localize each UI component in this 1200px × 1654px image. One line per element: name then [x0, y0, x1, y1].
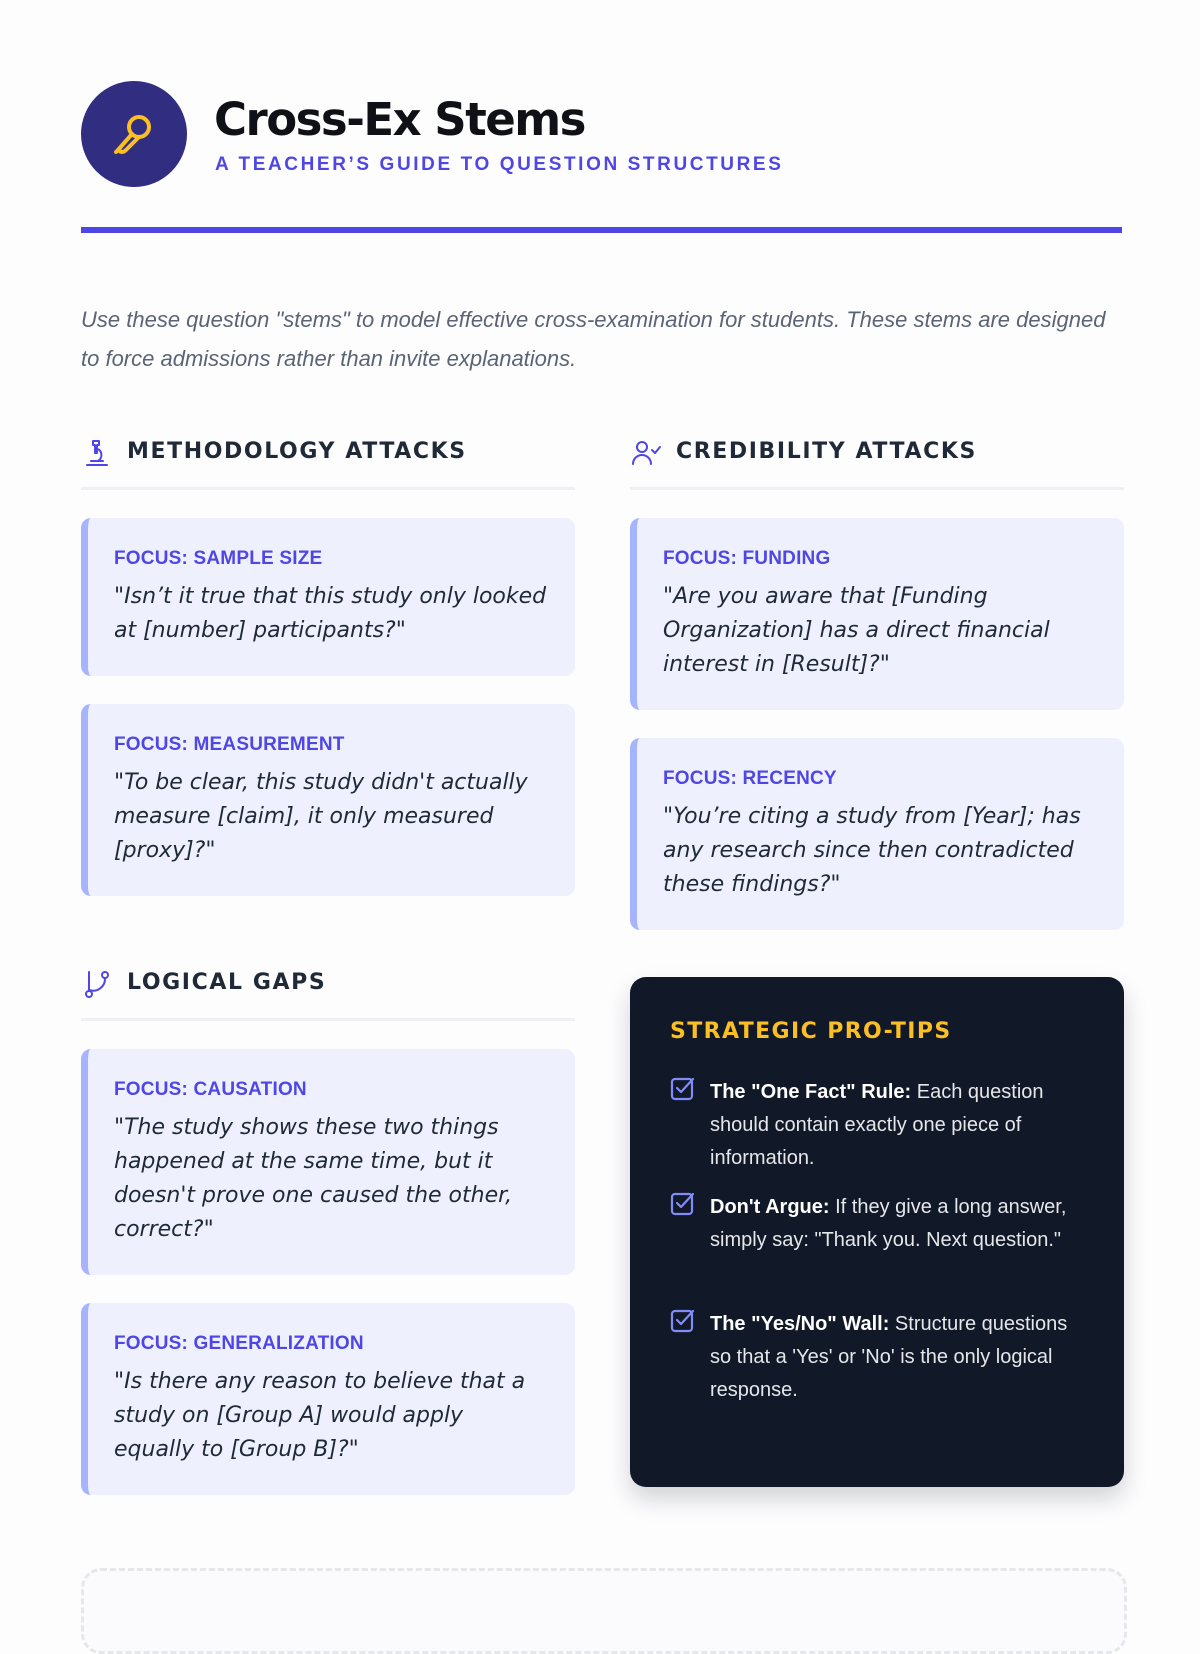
card-quote: "Is there any reason to believe that a study on [Group A] would apply equally to [Group B]?" [114, 1369, 526, 1462]
git-branch-icon [81, 968, 113, 1000]
stem-card [81, 1049, 575, 1275]
header [81, 81, 1122, 187]
card-focus-label: FOCUS: MEASUREMENT [114, 734, 345, 755]
microscope-icon [81, 437, 113, 469]
card-quote: "The study shows these two things happened at the same time, but it doesn't prove one caused the other, correct?" [114, 1115, 513, 1242]
section-title: METHODOLOGY ATTACKS [127, 439, 467, 464]
page-title: Cross-Ex Stems [214, 93, 585, 146]
stem-card [81, 704, 575, 896]
card-focus-label: FOCUS: FUNDING [663, 548, 831, 569]
tip-item [670, 1308, 1080, 1407]
logo [81, 81, 187, 187]
section-header [81, 437, 575, 490]
section-methodology [81, 437, 575, 896]
checkbox-icon [670, 1191, 696, 1217]
tip-item [670, 1076, 1080, 1175]
stem-card [81, 518, 575, 676]
page-subtitle: A TEACHER’S GUIDE TO QUESTION STRUCTURES [215, 154, 784, 175]
tip-heading: The "Yes/No" Wall: [710, 1313, 890, 1335]
tip-text [710, 1308, 1080, 1407]
card-quote: "You’re citing a study from [Year]; has any research since then contradicted these findings?" [663, 804, 1081, 897]
pro-tips-panel [630, 977, 1124, 1487]
stem-card [630, 518, 1124, 710]
tip-item [670, 1191, 1080, 1257]
card-focus-label: FOCUS: SAMPLE SIZE [114, 548, 323, 569]
user-check-icon [630, 437, 662, 469]
section-header [630, 437, 1124, 490]
section-credibility [630, 437, 1124, 930]
card-focus-label: FOCUS: RECENCY [663, 768, 837, 789]
card-quote: "Are you aware that [Funding Organization] has a direct financial interest in [Result]?" [663, 584, 1050, 677]
section-logical-gaps [81, 968, 575, 1495]
microphone-icon [110, 110, 158, 158]
tip-body: Each question should contain exactly one piece of information. [710, 1081, 1044, 1169]
tips-title: STRATEGIC PRO-TIPS [670, 1019, 952, 1044]
card-focus-label: FOCUS: GENERALIZATION [114, 1333, 364, 1354]
stem-card [630, 738, 1124, 930]
checkbox-icon [670, 1308, 696, 1334]
tip-body: Structure questions so that a 'Yes' or 'No' is the only logical response. [710, 1313, 1068, 1401]
tip-body: If they give a long answer, simply say: "Thank you. Next question." [710, 1196, 1067, 1251]
tip-heading: Don't Argue: [710, 1196, 830, 1218]
section-header [81, 968, 575, 1021]
card-quote: "To be clear, this study didn't actually measure [claim], it only measured [proxy]?" [114, 770, 528, 863]
footer-dashed-box [81, 1568, 1127, 1654]
tip-heading: The "One Fact" Rule: [710, 1081, 912, 1103]
section-title: LOGICAL GAPS [127, 970, 327, 995]
section-title: CREDIBILITY ATTACKS [676, 439, 977, 464]
stem-card [81, 1303, 575, 1495]
tip-text [710, 1076, 1080, 1175]
tip-text [710, 1191, 1080, 1257]
card-quote: "Isn’t it true that this study only looked at [number] participants?" [114, 584, 547, 643]
checkbox-icon [670, 1076, 696, 1102]
card-focus-label: FOCUS: CAUSATION [114, 1079, 307, 1100]
intro-text: Use these question "stems" to model effective cross-examination for students. These stems are designed to force admissions rather than invite explanations. [81, 307, 1106, 371]
header-divider [81, 227, 1122, 233]
